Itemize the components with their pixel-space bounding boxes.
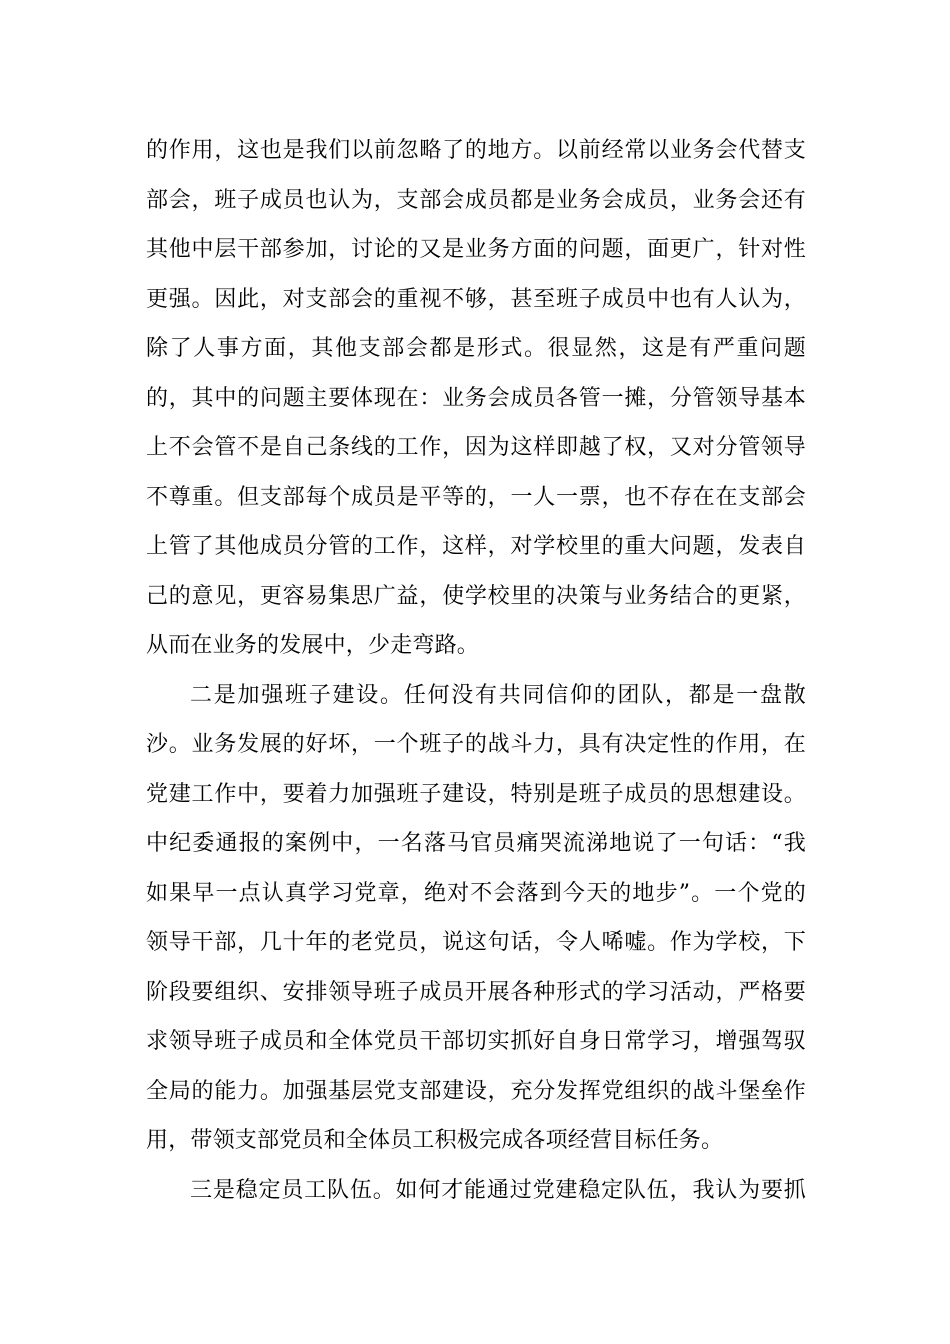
text-line: 三是稳定员工队伍。如何才能通过党建稳定队伍，我认为要抓 bbox=[190, 1177, 806, 1203]
text-line: 上管了其他成员分管的工作，这样，对学校里的重大问题，发表自 bbox=[146, 534, 806, 559]
text-line: 求领导班子成员和全体党员干部切实抓好自身日常学习，增强驾驭 bbox=[146, 1029, 806, 1054]
text-line: 上不会管不是自己条线的工作，因为这样即越了权，又对分管领导 bbox=[146, 435, 806, 460]
text-line: 不尊重。但支部每个成员是平等的，一人一票，也不存在在支部会 bbox=[146, 484, 806, 510]
text-line: 其他中层干部参加，讨论的又是业务方面的问题，面更广，针对性 bbox=[146, 237, 806, 262]
text-line: 领导干部，几十年的老党员，说这句话，令人唏嘘。作为学校，下 bbox=[146, 930, 806, 955]
text-line: 部会，班子成员也认为，支部会成员都是业务会成员，业务会还有 bbox=[146, 187, 806, 213]
text-line: 的，其中的问题主要体现在：业务会成员各管一摊，分管领导基本 bbox=[146, 385, 806, 411]
text-line: 党建工作中，要着力加强班子建设，特别是班子成员的思想建设。 bbox=[146, 781, 806, 807]
text-line: 全局的能力。加强基层党支部建设，充分发挥党组织的战斗堡垒作 bbox=[146, 1078, 806, 1104]
text-line: 己的意见，更容易集思广益，使学校里的决策与业务结合的更紧， bbox=[146, 583, 806, 609]
text-line: 的作用，这也是我们以前忽略了的地方。以前经常以业务会代替支 bbox=[146, 138, 806, 163]
text-line: 除了人事方面，其他支部会都是形式。很显然，这是有严重问题 bbox=[146, 336, 806, 361]
text-line: 更强。因此，对支部会的重视不够，甚至班子成员中也有人认为， bbox=[146, 286, 806, 312]
document-page bbox=[146, 126, 806, 1215]
text-line: 二是加强班子建设。任何没有共同信仰的团队，都是一盘散 bbox=[190, 682, 806, 708]
text-line: 如果早一点认真学习党章，绝对不会落到今天的地步”。一个党的 bbox=[146, 880, 806, 906]
text-line: 用，带领支部党员和全体员工积极完成各项经营目标任务。 bbox=[146, 1128, 724, 1153]
text-line: 从而在业务的发展中，少走弯路。 bbox=[146, 633, 480, 658]
text-line: 阶段要组织、安排领导班子成员开展各种形式的学习活动，严格要 bbox=[146, 979, 806, 1005]
text-line: 中纪委通报的案例中，一名落马官员痛哭流涕地说了一句话：“我 bbox=[146, 831, 806, 856]
text-line: 沙。业务发展的好坏，一个班子的战斗力，具有决定性的作用，在 bbox=[146, 732, 806, 757]
